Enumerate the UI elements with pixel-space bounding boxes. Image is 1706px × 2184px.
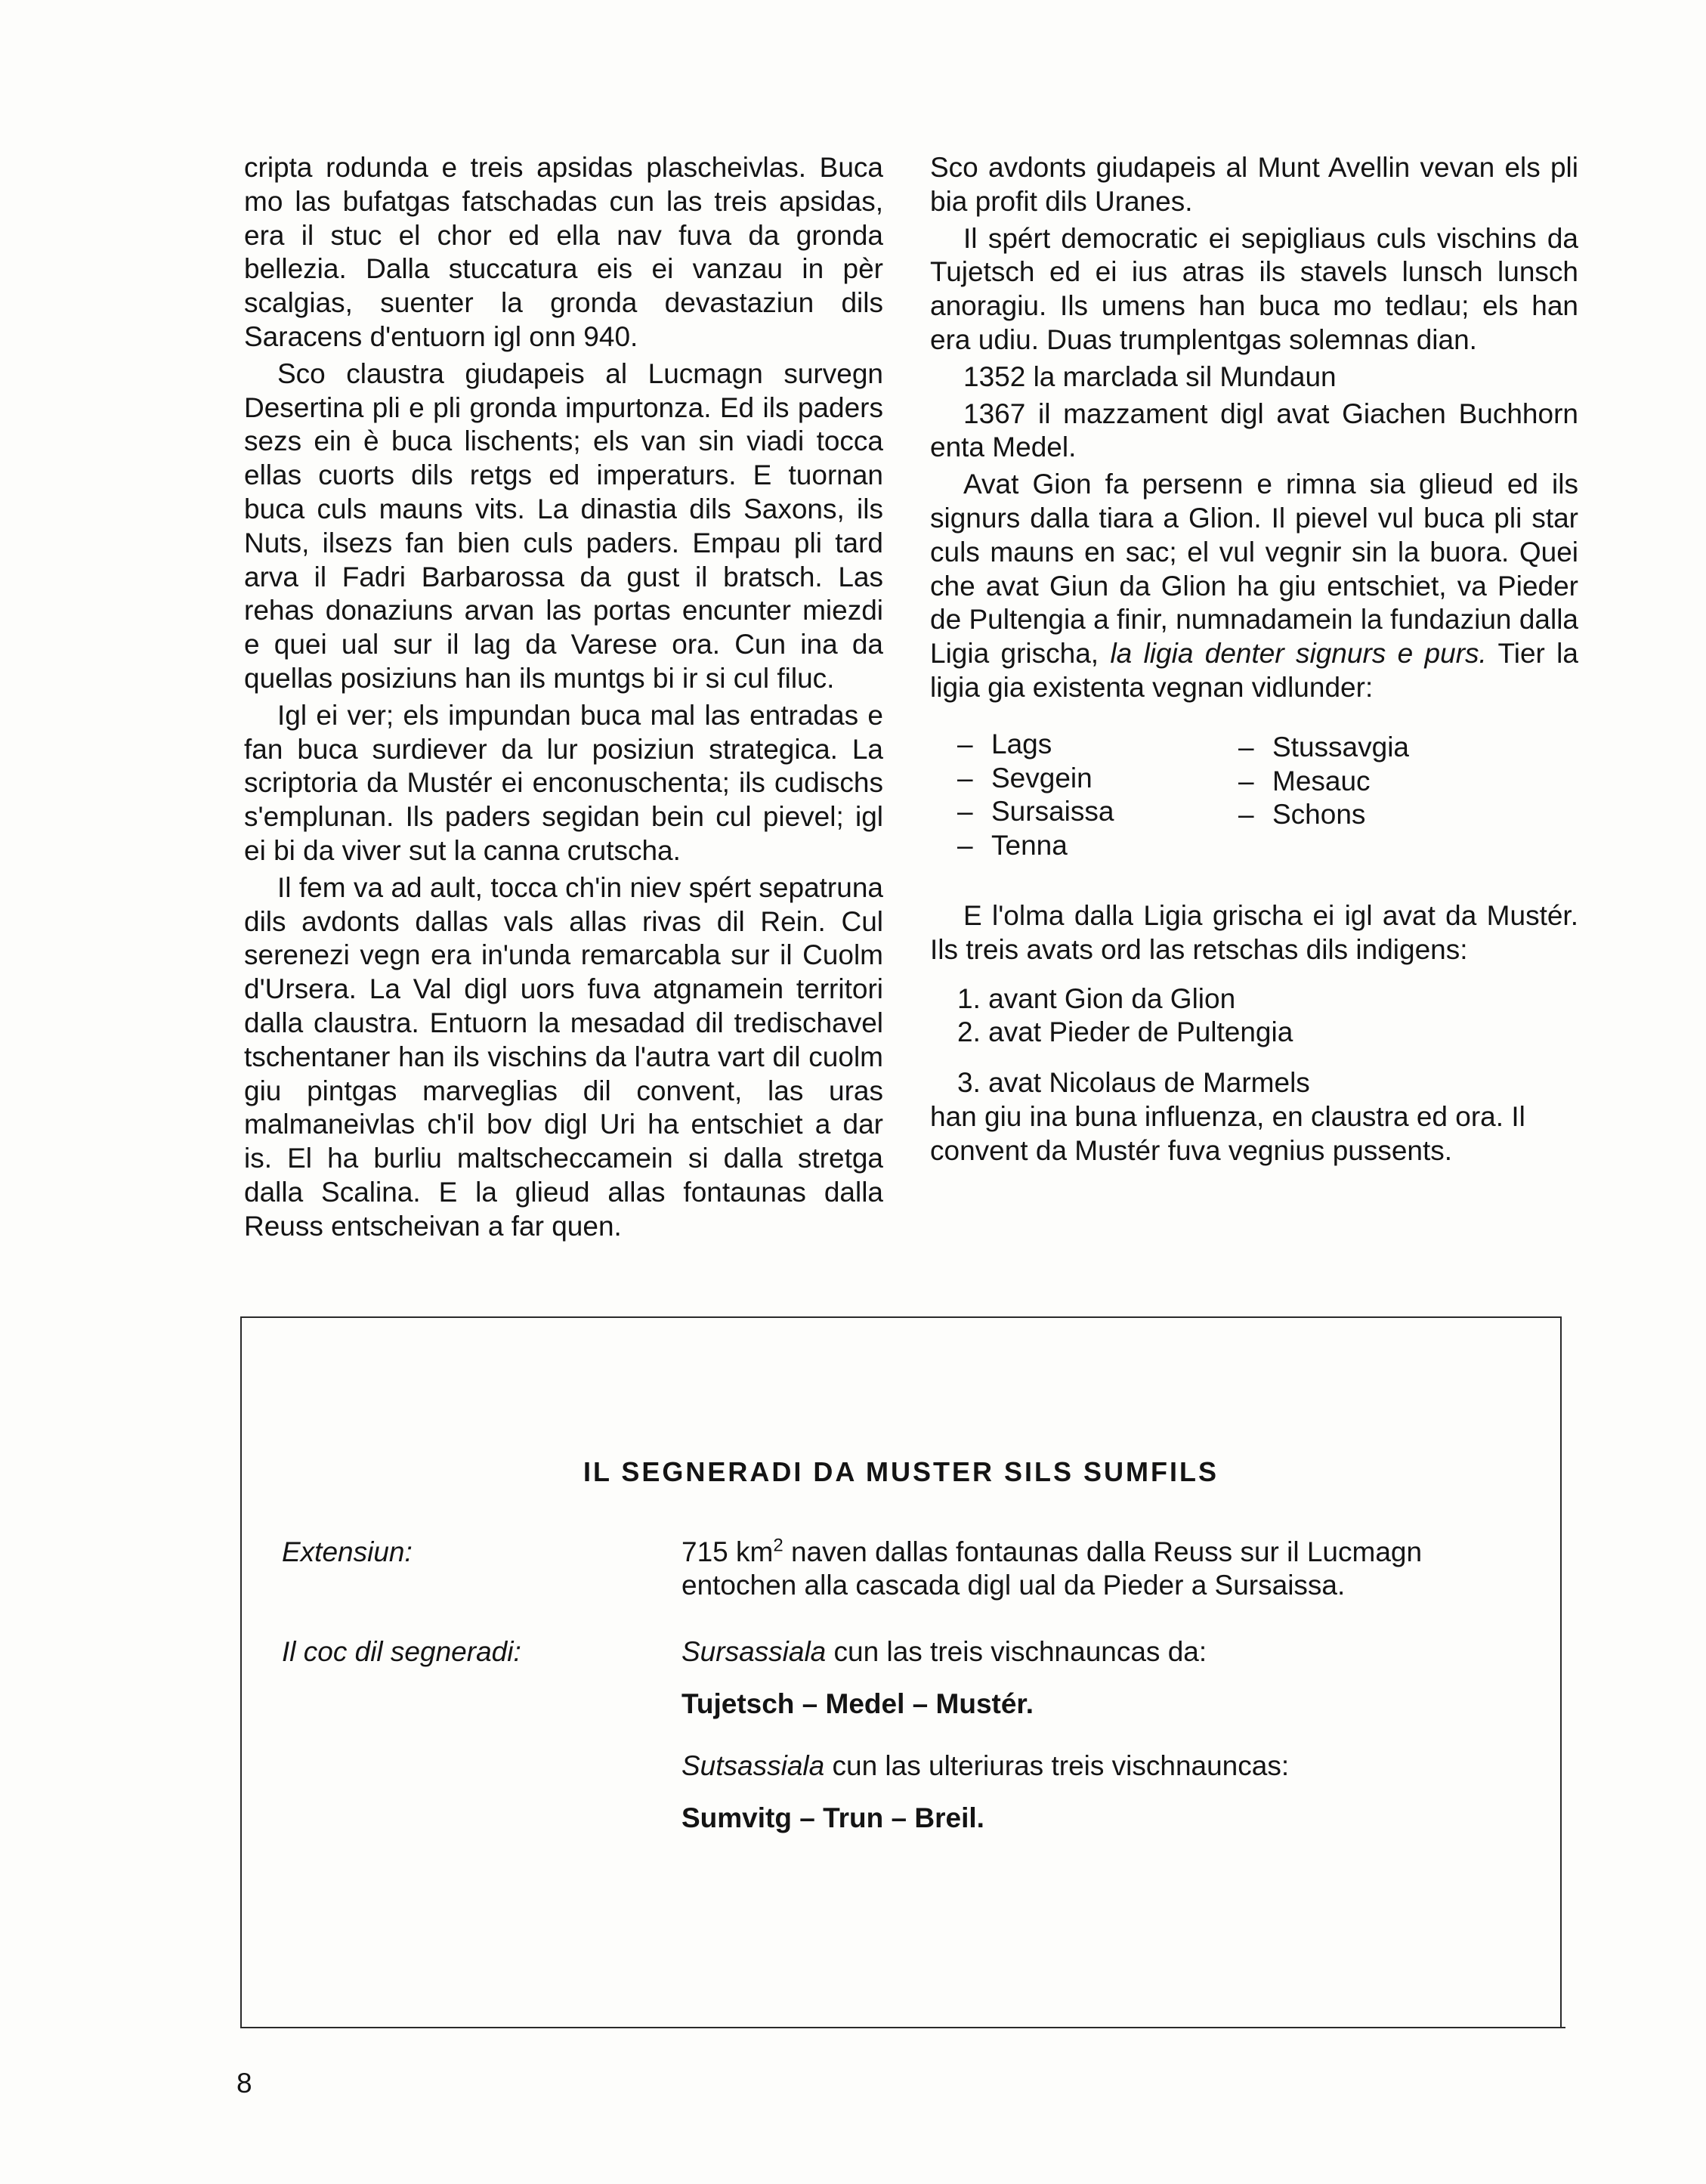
- upper-villages: Tujetsch – Medel – Mustér.: [681, 1688, 1034, 1719]
- dash-glyph: –: [1238, 799, 1254, 831]
- right-paragraph-6: E l'olma dalla Ligia grischa ei igl avat da Mustér. Ils treis avats ord las retschas dils indigens:: [930, 899, 1578, 965]
- dash-glyph: –: [957, 796, 973, 828]
- list-item: [957, 795, 1238, 829]
- abbot-list: [930, 982, 1578, 1100]
- right-column: [930, 151, 1578, 1168]
- member-list-right: [1238, 728, 1519, 863]
- core-label: Il coc dil segneradi:: [282, 1636, 521, 1667]
- dash-glyph: –: [1238, 731, 1254, 763]
- upper-text: cun las treis vischnauncas da:: [826, 1636, 1207, 1667]
- box-top-rule: [242, 1316, 1560, 1318]
- list-item: [957, 728, 1238, 762]
- list-item-label: Tenna: [991, 830, 1068, 862]
- left-paragraph-2: Sco claustra giudapeis al Lucmagn survegn Desertina pli e pli gronda impurtonza. Ed ils paders sezs ein è buca lischents; els van sin viadi tocca ellas cuorts dils retgs ed imperaturs. E tuornan buca culs mauns vits. La dinastia dils Saxons, ils Nuts, ilsezs fan bien culs paders. Empau pli tard arva il Fadri Barbarossa da gust il bratsch. Las rehas donaziuns arvan las portas encunter miezdi e quei ual sur il lag da Varese ora. Cun ina da quellas posiziuns han ils muntgs bi ir si cul filuc.: [244, 357, 883, 694]
- lower-villages: Sumvitg – Trun – Breil.: [681, 1802, 984, 1833]
- extension-text: naven dallas fontaunas dalla Reuss sur il Lucmagn entochen alla cascada digl ual da Pieder a Sursaissa.: [681, 1536, 1423, 1601]
- extension-number: 715 km: [681, 1536, 774, 1567]
- dash-glyph: –: [957, 830, 973, 862]
- lower-name: Sutsassiala: [681, 1750, 825, 1781]
- abbot-list-item: 2. avat Pieder de Pultengia: [957, 1016, 1293, 1048]
- right-paragraph-5: [930, 468, 1578, 705]
- abbot-list-item: 3. avat Nicolaus de Marmels: [957, 1067, 1310, 1099]
- right-paragraph-4: 1367 il mazzament digl avat Giachen Buchhorn enta Medel.: [930, 398, 1578, 463]
- right-paragraph-7: han giu ina buna influenza, en claustra ed ora. Il convent da Mustér fuva vegnius pussents.: [930, 1100, 1525, 1166]
- core-value: [681, 1635, 1535, 1835]
- member-list: [930, 728, 1578, 863]
- dash-glyph: –: [1238, 765, 1254, 797]
- lower-text: cun las ulteriuras treis vischnauncas:: [824, 1750, 1290, 1781]
- left-paragraph-3: Igl ei ver; els impundan buca mal las entradas e fan buca surdiever da lur posiziun strategica. La scriptoria da Mustér ei enconuschenta; ils cudischs s'emplunan. Ils paders segidan bein cul pievel; igl ei bi da viver sut la canna crutscha.: [244, 699, 883, 866]
- right-paragraph-5-text: Avat Gion fa persenn e rimna sia glieud ed ils signurs dalla tiara a Glion. Il pievel vul buca pli star culs mauns en sac; el vul vegnir sin la buora. Quei che avat Giun da Glion ha giu entschiet, va Pieder de Pultengia a finir, numnadamein la fundaziun dalla Ligia grischa,: [930, 469, 1578, 670]
- dash-glyph: –: [957, 762, 973, 793]
- list-item-label: Sevgein: [991, 762, 1093, 793]
- page-number: 8: [236, 2068, 252, 2099]
- right-paragraph-2: Il spért democratic ei sepigliaus culs vischins da Tujetsch ed ei ius atras ils stavels lunsch lunsch anoragiu. Ils umens han buca mo tedlau; els han era udiu. Duas trumplentgas solemnas dian.: [930, 222, 1578, 355]
- list-item-label: Stussavgia: [1272, 731, 1409, 763]
- list-item-label: Schons: [1272, 799, 1366, 831]
- list-item: [1238, 798, 1519, 832]
- upper-name: Sursassiala: [681, 1636, 827, 1667]
- right-paragraph-1: Sco avdonts giudapeis al Munt Avellin vevan els pli bia profit dils Uranes.: [930, 152, 1578, 217]
- box-bottom-rule: [242, 2027, 1565, 2028]
- abbot-list-item: 1. avant Gion da Glion: [957, 982, 1236, 1014]
- left-paragraph-1: cripta rodunda e treis apsidas plascheivlas. Buca mo las bufatgas fatschadas cun las treis apsidas, era il stuc el chor ed ella nav fuva da gronda bellezia. Dalla stuccatura eis ei vanzau in pèr scalgias, suenter la gronda devastaziun dils Saracens d'entuorn igl onn 940.: [244, 152, 883, 352]
- extension-label: Extensiun:: [282, 1536, 413, 1567]
- list-item-label: Mesauc: [1272, 765, 1371, 797]
- list-item: [957, 762, 1238, 796]
- right-paragraph-5-tail: Tier la ligia gia existenta vegnan vidlunder:: [930, 638, 1578, 703]
- extension-value: [681, 1536, 1535, 1602]
- left-paragraph-4: Il fem va ad ault, tocca ch'in niev spért sepatruna dils avdonts dallas vals allas rivas dil Rein. Cul serenezi vegn era in'unda remarcabla sur il Cuolm d'Ursera. La Val digl uors fuva atgnamein territori dalla claustra. Entuorn la mesadad dil tredischavel tschentaner han ils vischins da l'autra vart dil cuolm giu pintgas marveglias dil convent, las uras malmaneivlas ch'il bov digl Uri ha entschiet a dar is. El ha burliu maltscheccamein si dalla stretga dalla Scalina. E la glieud allas fontaunas dalla Reuss entscheivan a far quen.: [244, 871, 883, 1242]
- box-title: IL SEGNERADI DA MUSTER SILS SUMFILS: [583, 1456, 1219, 1487]
- list-item-label: Lags: [991, 728, 1052, 759]
- left-column: [244, 151, 883, 1244]
- list-item: [1238, 731, 1519, 765]
- list-item-label: Sursaissa: [991, 796, 1114, 828]
- extension-superscript: 2: [773, 1535, 783, 1556]
- dash-glyph: –: [957, 728, 973, 759]
- list-item: [1238, 765, 1519, 799]
- right-paragraph-5-emphasis: la ligia denter signurs e purs.: [1110, 638, 1487, 670]
- list-item: [957, 829, 1238, 863]
- member-list-left: [957, 728, 1238, 863]
- info-box: [240, 1316, 1562, 2028]
- right-paragraph-3: 1352 la marclada sil Mundaun: [963, 360, 1337, 392]
